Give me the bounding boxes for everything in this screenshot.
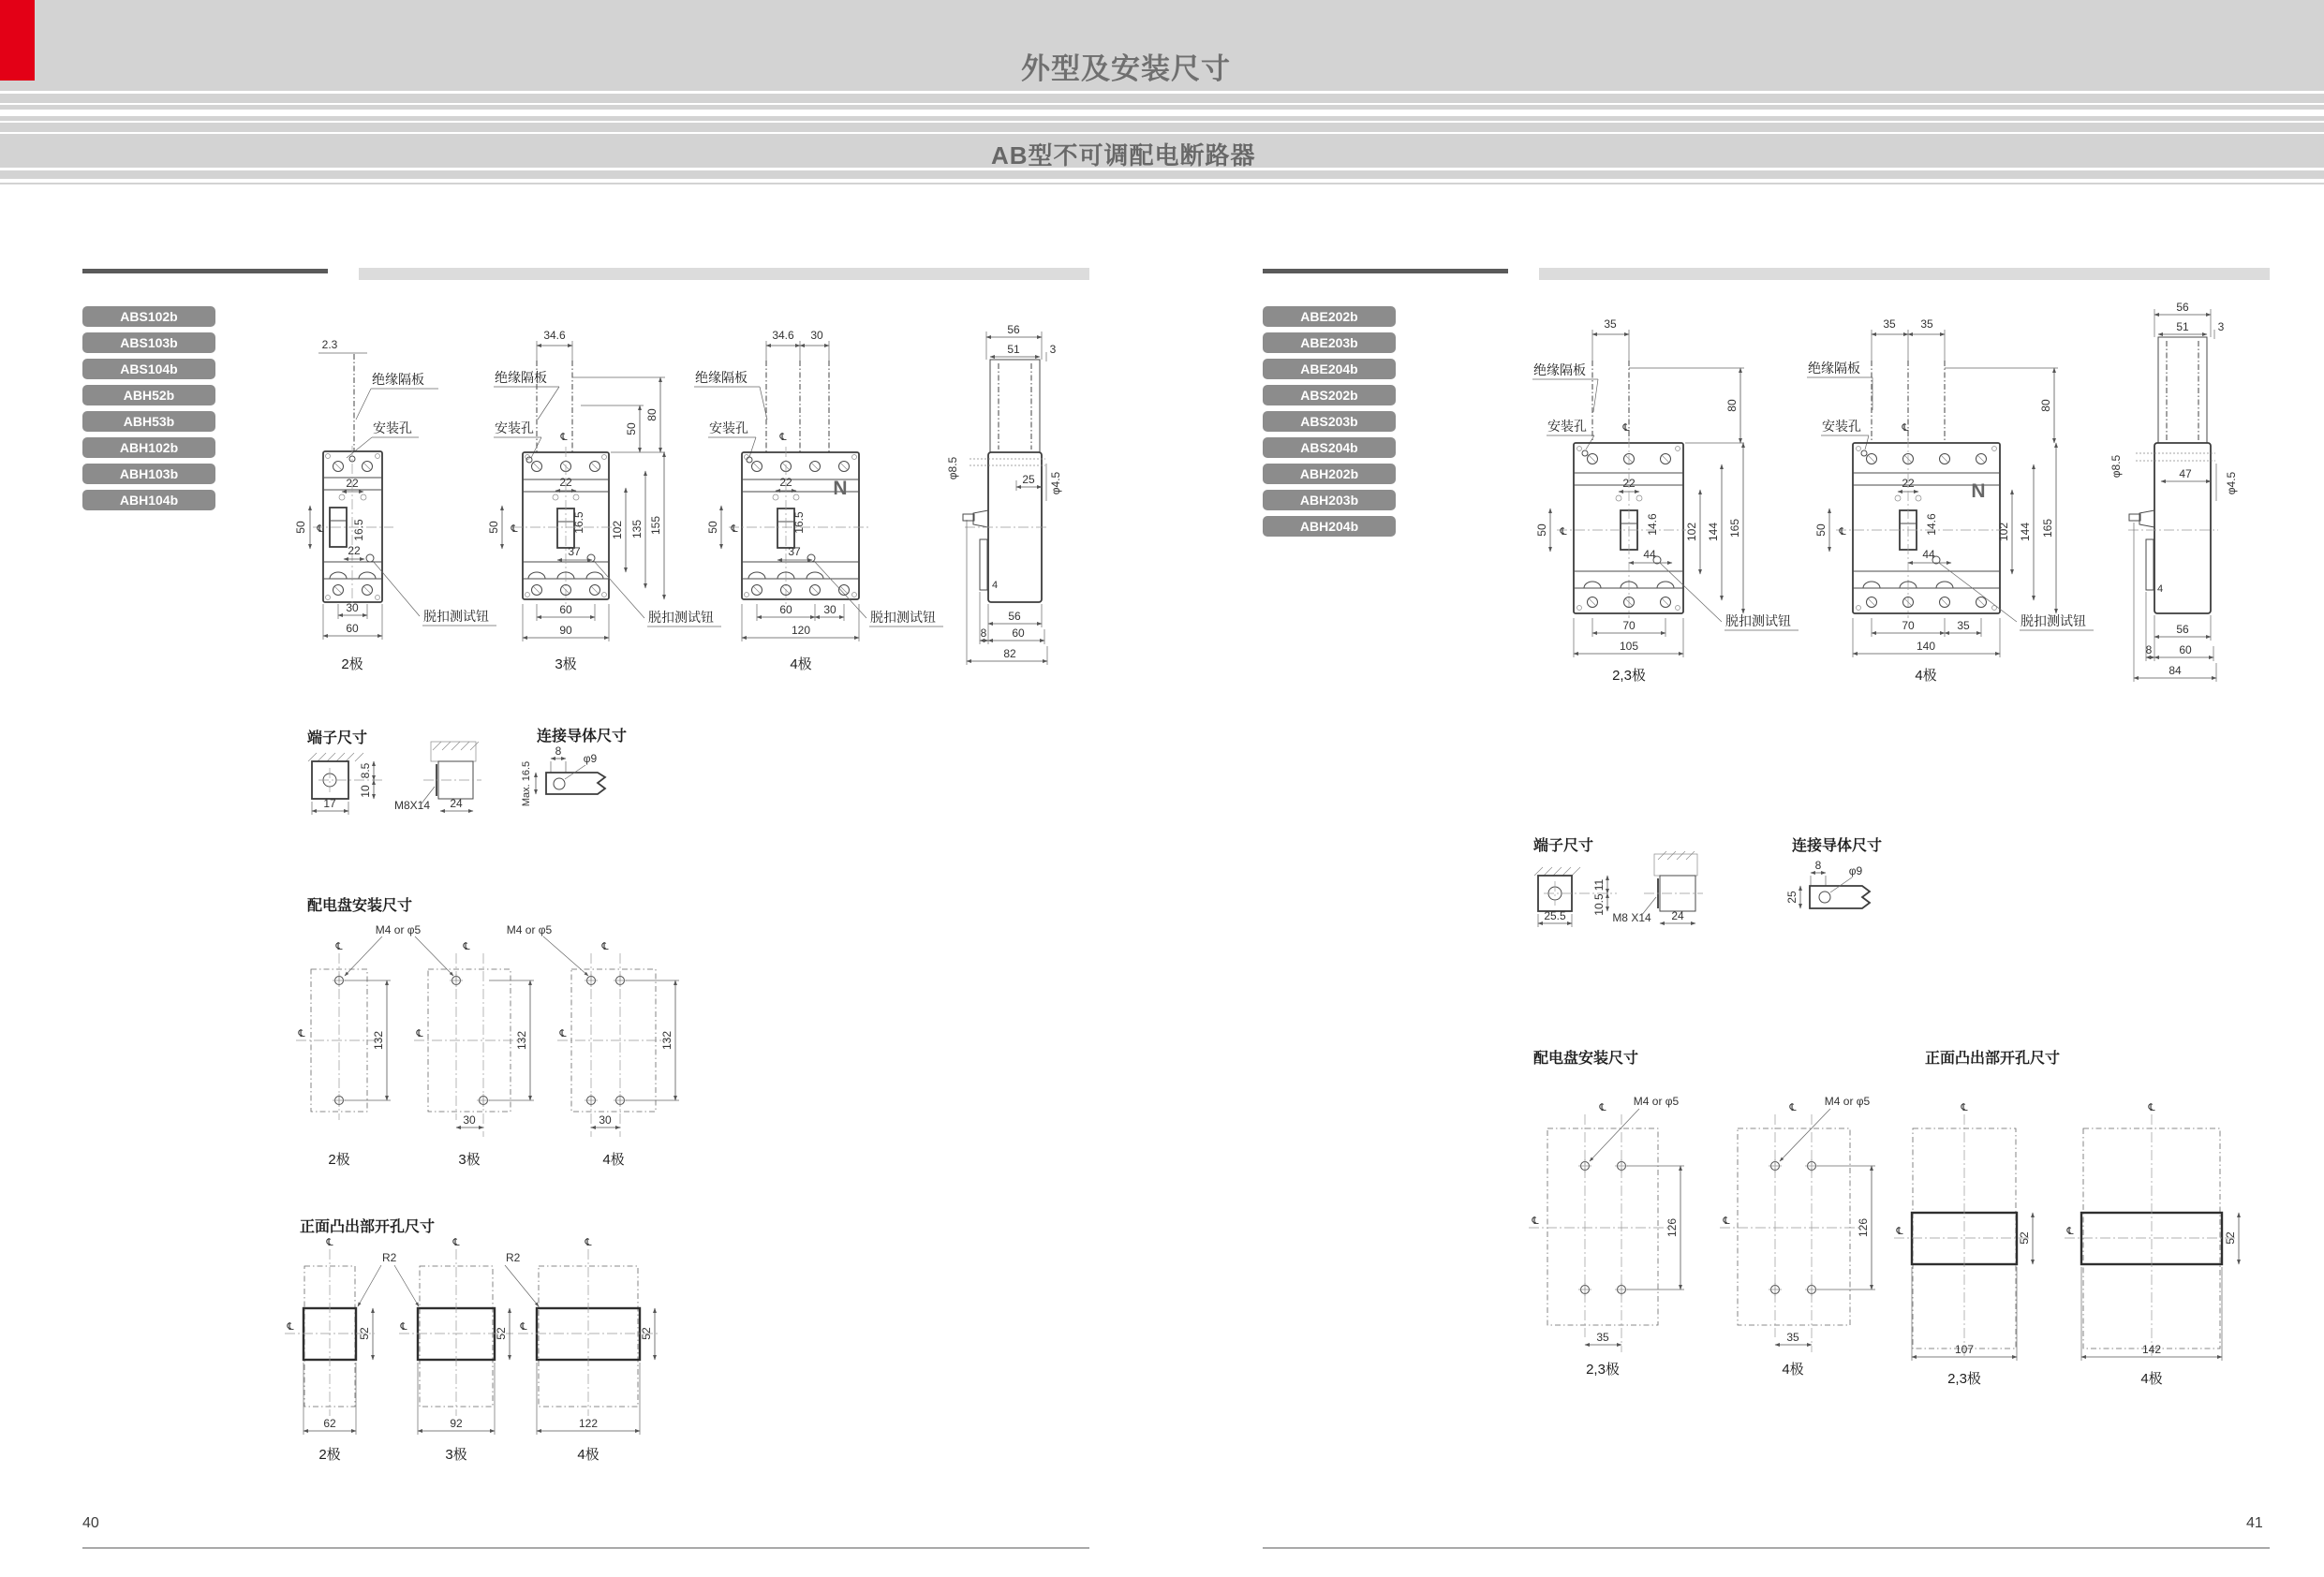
dim: 16.5 — [792, 511, 806, 534]
dim: 102 — [1997, 522, 2010, 542]
pole-label: 2,3极 — [1947, 1371, 1981, 1387]
dim: 37 — [788, 545, 801, 558]
insulation-label: 绝缘隔板 — [495, 370, 547, 385]
dim: 24 — [450, 797, 463, 810]
dim: 25.5 — [1544, 909, 1566, 922]
dim: 52 — [495, 1327, 508, 1340]
dim: 144 — [1707, 522, 1720, 542]
pole-label: 2极 — [318, 1447, 341, 1463]
bolt-spec: M8X14 — [393, 799, 431, 812]
model-chip: ABH102b — [82, 437, 215, 458]
dim: 50 — [294, 521, 307, 534]
centerline-symbol: ℄ — [335, 941, 343, 952]
trip-test-label: 脱扣测试钮 — [1725, 613, 1791, 628]
dim: 50 — [487, 521, 500, 534]
model-chip: ABS204b — [1263, 437, 1396, 458]
dim: 10 — [359, 785, 372, 798]
model-chip: ABH52b — [82, 385, 215, 405]
dim: 14.6 — [1646, 513, 1659, 536]
dim: 14.6 — [1925, 513, 1938, 536]
centerline-symbol: ℄ — [452, 1237, 460, 1248]
dim: 70 — [1902, 619, 1915, 632]
section-title: 配电盘安装尺寸 — [307, 898, 413, 914]
dim: 82 — [1003, 647, 1016, 660]
pole-label: 2极 — [341, 656, 363, 672]
pole-label: 3极 — [458, 1152, 481, 1168]
dim: 22 — [348, 544, 361, 557]
dim: 120 — [791, 624, 811, 637]
section-title: 正面凸出部开孔尺寸 — [300, 1219, 436, 1235]
insulation-label: 绝缘隔板 — [372, 372, 424, 387]
left-conductor-size — [521, 727, 627, 806]
dim: 80 — [1725, 399, 1739, 412]
right-terminal-size — [1533, 837, 1703, 927]
neutral-pole-mark: N — [1971, 480, 1986, 502]
centerline-symbol: ℄ — [560, 432, 568, 443]
dim: 52 — [640, 1327, 653, 1340]
centerline-symbol: ℄ — [2148, 1102, 2155, 1113]
centerline-symbol: ℄ — [511, 523, 518, 535]
centerline-symbol: ℄ — [317, 523, 324, 535]
dim: 17 — [323, 797, 336, 810]
pole-label: 4极 — [602, 1152, 625, 1168]
centerline-symbol: ℄ — [287, 1321, 294, 1333]
page-number-right: 41 — [2246, 1515, 2263, 1531]
dim: 35 — [1596, 1331, 1609, 1344]
left-terminal-size — [307, 730, 481, 815]
centerline-symbol: ℄ — [779, 432, 787, 443]
dim: 22 — [1902, 477, 1915, 490]
right-front-4pole — [1807, 317, 2094, 684]
trip-test-label: 脱扣测试钮 — [870, 610, 936, 625]
bolt-spec: M8 X14 — [1612, 911, 1651, 924]
dim: 8 — [1814, 859, 1822, 872]
dim: 25 — [1785, 891, 1799, 904]
dim: 35 — [1604, 317, 1617, 331]
left-front-cutout — [285, 1217, 659, 1463]
model-chip: ABS102b — [82, 306, 215, 327]
dim: 60 — [779, 603, 792, 616]
dim: 35 — [1786, 1331, 1799, 1344]
mounting-hole-label: 安装孔 — [709, 420, 748, 435]
dim: 47 — [2179, 467, 2192, 480]
dim: 37 — [568, 545, 581, 558]
dim: 3 — [2217, 320, 2225, 333]
mounting-hole-label: 安装孔 — [495, 420, 534, 435]
dim: 155 — [649, 515, 662, 536]
dim: 165 — [2041, 518, 2054, 538]
dim: 44 — [1643, 548, 1656, 561]
pole-label: 2极 — [328, 1152, 350, 1168]
centerline-symbol: ℄ — [326, 1237, 333, 1248]
screw-spec: M4 or φ5 — [1633, 1095, 1680, 1108]
dim: 8 — [555, 744, 562, 758]
left-front-3pole — [487, 329, 721, 672]
trip-test-label: 脱扣测试钮 — [648, 610, 714, 625]
dim: 132 — [372, 1030, 385, 1051]
model-chip: ABH103b — [82, 464, 215, 484]
section-title: 正面凸出部开孔尺寸 — [1925, 1051, 2061, 1067]
centerline-symbol: ℄ — [1896, 1226, 1903, 1237]
centerline-symbol: ℄ — [1622, 422, 1630, 434]
dim: 34.6 — [772, 329, 794, 342]
dim: 50 — [1814, 523, 1828, 537]
insulation-label: 绝缘隔板 — [1808, 361, 1860, 376]
centerline-symbol: ℄ — [559, 1028, 567, 1039]
right-front-cutout — [1894, 1049, 2239, 1387]
pole-label: 2,3极 — [1586, 1362, 1620, 1378]
screw-spec: M4 or φ5 — [506, 923, 553, 936]
model-chip: ABH203b — [1263, 490, 1396, 510]
dim: 56 — [2176, 301, 2189, 314]
centerline-symbol: ℄ — [1560, 526, 1567, 538]
dim: 132 — [660, 1030, 674, 1051]
centerline-symbol: ℄ — [1723, 1216, 1730, 1227]
dim: 8 — [2145, 643, 2153, 656]
right-front-23pole — [1532, 317, 1799, 684]
dim: 50 — [625, 422, 638, 435]
centerline-symbol: ℄ — [520, 1321, 527, 1333]
dim: 4 — [992, 580, 999, 591]
neutral-pole-mark: N — [833, 478, 848, 499]
dim: 50 — [1535, 523, 1548, 537]
model-chip: ABE204b — [1263, 359, 1396, 379]
dim: 102 — [611, 520, 624, 540]
dim: 80 — [2039, 399, 2052, 412]
dim: 107 — [1954, 1343, 1975, 1356]
model-chip: ABS104b — [82, 359, 215, 379]
model-chip: ABS202b — [1263, 385, 1396, 405]
dim: 52 — [2018, 1231, 2031, 1245]
dim: 34.6 — [543, 329, 566, 342]
dim: 10.5 — [1592, 893, 1606, 916]
dim: 92 — [450, 1417, 463, 1430]
centerline-symbol: ℄ — [601, 941, 609, 952]
dim: 22 — [559, 476, 572, 489]
dim: 135 — [630, 519, 644, 539]
dim: 126 — [1857, 1217, 1870, 1238]
pole-label: 4极 — [790, 656, 812, 672]
dim: 142 — [2141, 1343, 2162, 1356]
left-panel-mounting — [296, 896, 679, 1168]
radius-spec: R2 — [506, 1251, 521, 1264]
dim: 30 — [346, 601, 359, 614]
dim: φ8.5 — [2109, 454, 2123, 479]
model-chip: ABS203b — [1263, 411, 1396, 432]
section-title: 端子尺寸 — [307, 730, 368, 746]
footer-rule-left — [82, 1547, 1089, 1549]
dim: φ4.5 — [2225, 471, 2238, 495]
centerline-symbol: ℄ — [2066, 1226, 2074, 1237]
dim: 24 — [1671, 909, 1684, 922]
section-title: 端子尺寸 — [1533, 838, 1594, 854]
insulation-label: 绝缘隔板 — [695, 370, 748, 385]
centerline-symbol: ℄ — [1839, 526, 1846, 538]
centerline-symbol: ℄ — [1961, 1102, 1968, 1113]
centerline-symbol: ℄ — [298, 1028, 305, 1039]
dim: 52 — [2224, 1231, 2237, 1245]
dim: 70 — [1622, 619, 1636, 632]
pole-label: 3极 — [445, 1447, 467, 1463]
model-chip: ABS103b — [82, 332, 215, 353]
dim: 35 — [1957, 619, 1970, 632]
pole-label: 4极 — [1915, 668, 1937, 684]
mounting-hole-label: 安装孔 — [1547, 419, 1587, 434]
screw-spec: M4 or φ5 — [1824, 1095, 1871, 1108]
trip-test-label: 脱扣测试钮 — [423, 609, 489, 624]
dim: 8.5 — [359, 762, 372, 779]
page-number-left: 40 — [82, 1515, 99, 1531]
dim: 56 — [1007, 323, 1020, 336]
centerline-symbol: ℄ — [416, 1028, 423, 1039]
dim: 60 — [559, 603, 572, 616]
centerline-symbol: ℄ — [1532, 1216, 1539, 1227]
dim: 30 — [463, 1113, 476, 1127]
model-chip: ABE202b — [1263, 306, 1396, 327]
page-title: 外型及安装尺寸 — [1021, 52, 1231, 85]
dim: φ9 — [1848, 864, 1863, 877]
dim: 2.3 — [321, 338, 338, 351]
dim: 52 — [358, 1327, 371, 1340]
dim: 30 — [810, 329, 823, 342]
centerline-symbol: ℄ — [585, 1237, 592, 1248]
dim: 22 — [779, 476, 792, 489]
page-subtitle: AB型不可调配电断路器 — [991, 141, 1256, 169]
dim: 102 — [1685, 522, 1698, 542]
dim: 44 — [1922, 548, 1935, 561]
pole-label: 4极 — [577, 1447, 600, 1463]
centerline-symbol: ℄ — [1902, 422, 1909, 434]
right-panel-mounting — [1529, 1049, 1875, 1378]
dim: Max. 16.5 — [521, 760, 532, 807]
dim: 51 — [2176, 320, 2189, 333]
model-chip: ABH53b — [82, 411, 215, 432]
dim: 140 — [1916, 640, 1936, 653]
dim: 165 — [1728, 518, 1741, 538]
dim: 22 — [1622, 477, 1636, 490]
dim: 4 — [2157, 583, 2164, 595]
footer-rule-right — [1263, 1547, 2270, 1549]
section-title: 连接导体尺寸 — [537, 729, 628, 744]
model-chip: ABH104b — [82, 490, 215, 510]
dim: 11 — [1592, 878, 1606, 892]
centerline-symbol: ℄ — [731, 523, 738, 535]
right-side-view — [2109, 301, 2238, 682]
pole-label: 2,3极 — [1612, 668, 1646, 684]
dim: 56 — [1008, 610, 1021, 623]
left-front-4pole — [694, 329, 943, 672]
dim: 126 — [1665, 1217, 1679, 1238]
left-side-view — [946, 323, 1062, 665]
pole-label: 4极 — [1782, 1362, 1804, 1378]
dim: 144 — [2019, 522, 2032, 542]
screw-spec: M4 or φ5 — [375, 923, 422, 936]
dim: 60 — [1012, 626, 1025, 640]
dim: 105 — [1619, 640, 1639, 653]
dim: 30 — [599, 1113, 612, 1127]
pole-label: 3极 — [555, 656, 577, 672]
dim: 22 — [346, 477, 359, 490]
model-chip: ABH204b — [1263, 516, 1396, 537]
dim: φ4.5 — [1049, 471, 1062, 495]
dim: 51 — [1007, 343, 1020, 356]
dim: 8 — [980, 626, 987, 640]
dim: 30 — [823, 603, 836, 616]
dim: 132 — [515, 1030, 528, 1051]
dim: 16.5 — [352, 519, 365, 541]
dim: 60 — [2179, 643, 2192, 656]
dim: 90 — [559, 624, 572, 637]
dim: 56 — [2176, 623, 2189, 636]
dim: 60 — [346, 622, 359, 635]
dim: 80 — [645, 408, 659, 421]
section-title: 配电盘安装尺寸 — [1533, 1051, 1639, 1067]
insulation-label: 绝缘隔板 — [1533, 362, 1586, 377]
trip-test-label: 脱扣测试钮 — [2021, 613, 2086, 628]
dim: φ9 — [583, 752, 598, 765]
centerline-symbol: ℄ — [1599, 1102, 1606, 1113]
radius-spec: R2 — [382, 1251, 397, 1264]
centerline-symbol: ℄ — [1789, 1102, 1797, 1113]
left-front-2pole — [294, 338, 496, 672]
dim: 62 — [323, 1417, 336, 1430]
centerline-symbol: ℄ — [463, 941, 470, 952]
model-chip: ABH202b — [1263, 464, 1396, 484]
dim: 84 — [2169, 664, 2182, 677]
dim: 50 — [706, 521, 719, 534]
model-chip: ABE203b — [1263, 332, 1396, 353]
dim: 25 — [1022, 473, 1035, 486]
dim: 3 — [1049, 343, 1057, 356]
right-conductor-size — [1785, 836, 1882, 908]
dim: 35 — [1883, 317, 1896, 331]
section-title: 连接导体尺寸 — [1792, 838, 1883, 854]
dim: φ8.5 — [946, 456, 959, 480]
mounting-hole-label: 安装孔 — [1822, 419, 1861, 434]
pole-label: 4极 — [2140, 1371, 2163, 1387]
dim: 35 — [1920, 317, 1933, 331]
centerline-symbol: ℄ — [400, 1321, 407, 1333]
dim: 16.5 — [572, 511, 585, 534]
mounting-hole-label: 安装孔 — [373, 420, 412, 435]
dim: 122 — [578, 1417, 599, 1430]
